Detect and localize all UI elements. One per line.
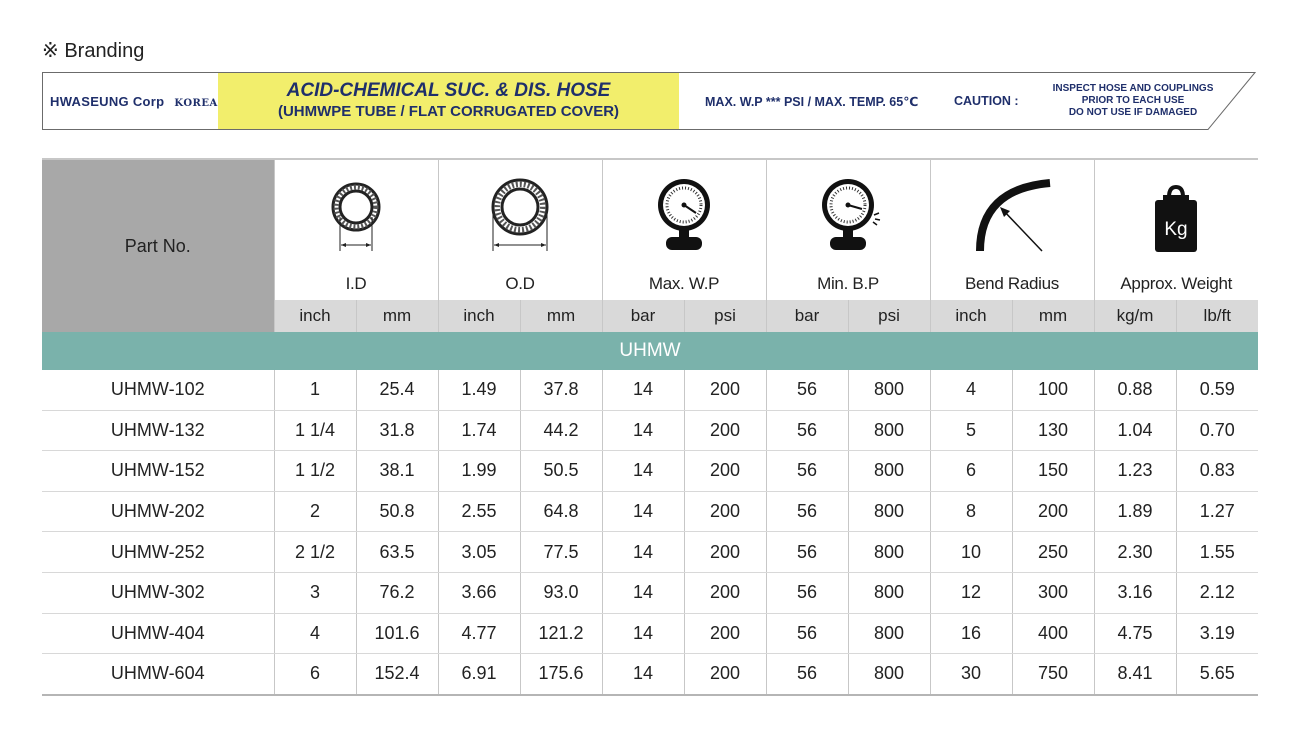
- unit-cell: kg/m: [1094, 300, 1176, 332]
- table-cell: 800: [848, 532, 930, 573]
- table-cell: 63.5: [356, 532, 438, 573]
- product-subtitle: (UHMWPE TUBE / FLAT CORRUGATED COVER): [277, 103, 620, 120]
- table-cell: 1 1/4: [274, 410, 356, 451]
- table-cell: 4.77: [438, 613, 520, 654]
- table-cell: 3.16: [1094, 572, 1176, 613]
- product-title: ACID-CHEMICAL SUC. & DIS. HOSE: [286, 80, 611, 101]
- table-cell: 8.41: [1094, 654, 1176, 695]
- table-cell: 150: [1012, 451, 1094, 492]
- table-cell: 0.70: [1176, 410, 1258, 451]
- pressure-gauge-icon: [602, 159, 766, 268]
- table-cell: 200: [684, 370, 766, 410]
- table-cell: 1.27: [1176, 491, 1258, 532]
- table-cell: 800: [848, 572, 930, 613]
- table-row: [42, 451, 1258, 492]
- table-cell: 1.49: [438, 370, 520, 410]
- table-cell: 14: [602, 370, 684, 410]
- table-cell: 800: [848, 491, 930, 532]
- section-title: ※ Branding: [42, 40, 145, 62]
- table-cell: 200: [684, 491, 766, 532]
- table-cell: 1.74: [438, 410, 520, 451]
- table-cell: 2: [274, 491, 356, 532]
- table-cell: 800: [848, 654, 930, 695]
- table-cell: 3: [274, 572, 356, 613]
- table-cell: 0.88: [1094, 370, 1176, 410]
- table-cell: 56: [766, 654, 848, 695]
- group-row: [42, 332, 1258, 370]
- table-cell: 6: [274, 654, 356, 695]
- table-cell: 200: [684, 451, 766, 492]
- table-cell: 800: [848, 451, 930, 492]
- table-cell: 4: [930, 370, 1012, 410]
- table-cell: 76.2: [356, 572, 438, 613]
- table-cell: 2.30: [1094, 532, 1176, 573]
- branding-banner: [42, 72, 1256, 130]
- table-cell: 56: [766, 572, 848, 613]
- table-cell: 56: [766, 532, 848, 573]
- part-number-cell: UHMW-302: [42, 572, 274, 613]
- table-cell: 101.6: [356, 613, 438, 654]
- table-row: [42, 654, 1258, 695]
- part-number-cell: UHMW-102: [42, 370, 274, 410]
- unit-cell: inch: [930, 300, 1012, 332]
- table-cell: 14: [602, 451, 684, 492]
- table-cell: 152.4: [356, 654, 438, 695]
- table-cell: 800: [848, 370, 930, 410]
- table-row: [42, 572, 1258, 613]
- outer-diameter-icon: [438, 159, 602, 268]
- table-cell: 0.83: [1176, 451, 1258, 492]
- unit-cell: bar: [602, 300, 684, 332]
- spec-table: [42, 158, 1258, 696]
- weight-icon: [1094, 159, 1258, 268]
- table-cell: 1.89: [1094, 491, 1176, 532]
- table-cell: 250: [1012, 532, 1094, 573]
- table-cell: 37.8: [520, 370, 602, 410]
- table-cell: 64.8: [520, 491, 602, 532]
- table-cell: 800: [848, 613, 930, 654]
- table-cell: 50.8: [356, 491, 438, 532]
- table-cell: 56: [766, 370, 848, 410]
- table-cell: 5.65: [1176, 654, 1258, 695]
- table-cell: 121.2: [520, 613, 602, 654]
- max-spec-text: MAX. W.P *** PSI / MAX. TEMP. 65℃: [705, 95, 919, 109]
- table-cell: 200: [684, 613, 766, 654]
- table-cell: 6: [930, 451, 1012, 492]
- table-cell: 3.05: [438, 532, 520, 573]
- table-cell: 100: [1012, 370, 1094, 410]
- part-number-cell: UHMW-152: [42, 451, 274, 492]
- inner-diameter-icon: [274, 159, 438, 268]
- table-cell: 56: [766, 491, 848, 532]
- brand-logo: [50, 94, 218, 109]
- unit-cell: mm: [356, 300, 438, 332]
- unit-cell: inch: [438, 300, 520, 332]
- table-cell: 77.5: [520, 532, 602, 573]
- table-cell: 0.59: [1176, 370, 1258, 410]
- table-cell: 200: [684, 532, 766, 573]
- table-body: [42, 370, 1258, 695]
- table-cell: 6.91: [438, 654, 520, 695]
- part-number-cell: UHMW-252: [42, 532, 274, 573]
- table-cell: 30: [930, 654, 1012, 695]
- table-cell: 200: [1012, 491, 1094, 532]
- table-cell: 1: [274, 370, 356, 410]
- table-cell: 175.6: [520, 654, 602, 695]
- table-cell: 14: [602, 613, 684, 654]
- unit-cell: inch: [274, 300, 356, 332]
- table-cell: 4.75: [1094, 613, 1176, 654]
- unit-cell: lb/ft: [1176, 300, 1258, 332]
- table-cell: 56: [766, 451, 848, 492]
- table-cell: 14: [602, 532, 684, 573]
- col-max-working-pressure: Max. W.P: [602, 268, 766, 300]
- table-cell: 31.8: [356, 410, 438, 451]
- table-cell: 5: [930, 410, 1012, 451]
- weight-icon-label: Kg: [1164, 219, 1188, 240]
- table-cell: 25.4: [356, 370, 438, 410]
- brand-name: HWASEUNG Corp: [50, 94, 165, 109]
- caution-label: CAUTION :: [954, 94, 1019, 108]
- unit-cell: bar: [766, 300, 848, 332]
- unit-cell: psi: [848, 300, 930, 332]
- table-cell: 44.2: [520, 410, 602, 451]
- burst-gauge-icon: [766, 159, 930, 268]
- table-cell: 200: [684, 410, 766, 451]
- unit-cell: psi: [684, 300, 766, 332]
- table-cell: 1.99: [438, 451, 520, 492]
- table-cell: 1.55: [1176, 532, 1258, 573]
- table-cell: 3.66: [438, 572, 520, 613]
- table-cell: 10: [930, 532, 1012, 573]
- unit-cell: mm: [1012, 300, 1094, 332]
- table-cell: 14: [602, 410, 684, 451]
- table-cell: 93.0: [520, 572, 602, 613]
- table-cell: 38.1: [356, 451, 438, 492]
- caution-line-1: INSPECT HOSE AND COUPLINGS: [1052, 83, 1214, 94]
- group-label: UHMW: [42, 332, 1258, 370]
- caution-text: [1038, 83, 1228, 119]
- part-number-cell: UHMW-202: [42, 491, 274, 532]
- bend-radius-icon: [930, 159, 1094, 268]
- col-bend-radius: Bend Radius: [930, 268, 1094, 300]
- table-cell: 1 1/2: [274, 451, 356, 492]
- table-cell: 56: [766, 410, 848, 451]
- table-row: [42, 532, 1258, 573]
- table-cell: 3.19: [1176, 613, 1258, 654]
- table-cell: 2.55: [438, 491, 520, 532]
- table-cell: 14: [602, 572, 684, 613]
- table-row: [42, 370, 1258, 410]
- table-cell: 16: [930, 613, 1012, 654]
- table-cell: 200: [684, 572, 766, 613]
- table-cell: 50.5: [520, 451, 602, 492]
- table-cell: 1.04: [1094, 410, 1176, 451]
- brand-country: KOREA: [174, 98, 218, 109]
- col-outer-diameter: O.D: [438, 268, 602, 300]
- table-cell: 750: [1012, 654, 1094, 695]
- caution-line-2: PRIOR TO EACH USE: [1081, 95, 1185, 106]
- table-row: [42, 410, 1258, 451]
- table-cell: 12: [930, 572, 1012, 613]
- table-cell: 8: [930, 491, 1012, 532]
- caution-line-3: DO NOT USE IF DAMAGED: [1068, 107, 1198, 118]
- table-row: [42, 491, 1258, 532]
- table-cell: 200: [684, 654, 766, 695]
- col-inner-diameter: I.D: [274, 268, 438, 300]
- table-cell: 1.23: [1094, 451, 1176, 492]
- table-cell: 56: [766, 613, 848, 654]
- table-cell: 400: [1012, 613, 1094, 654]
- table-cell: 130: [1012, 410, 1094, 451]
- table-cell: 300: [1012, 572, 1094, 613]
- table-cell: 800: [848, 410, 930, 451]
- part-no-header: Part No.: [42, 159, 274, 332]
- icon-row: [42, 159, 1258, 268]
- part-number-cell: UHMW-604: [42, 654, 274, 695]
- col-min-burst-pressure: Min. B.P: [766, 268, 930, 300]
- product-title-box: [218, 73, 679, 129]
- table-cell: 2.12: [1176, 572, 1258, 613]
- table-cell: 14: [602, 654, 684, 695]
- part-number-cell: UHMW-404: [42, 613, 274, 654]
- table-cell: 14: [602, 491, 684, 532]
- unit-cell: mm: [520, 300, 602, 332]
- table-row: [42, 613, 1258, 654]
- table-cell: 4: [274, 613, 356, 654]
- table-cell: 2 1/2: [274, 532, 356, 573]
- part-number-cell: UHMW-132: [42, 410, 274, 451]
- col-approx-weight: Approx. Weight: [1094, 268, 1258, 300]
